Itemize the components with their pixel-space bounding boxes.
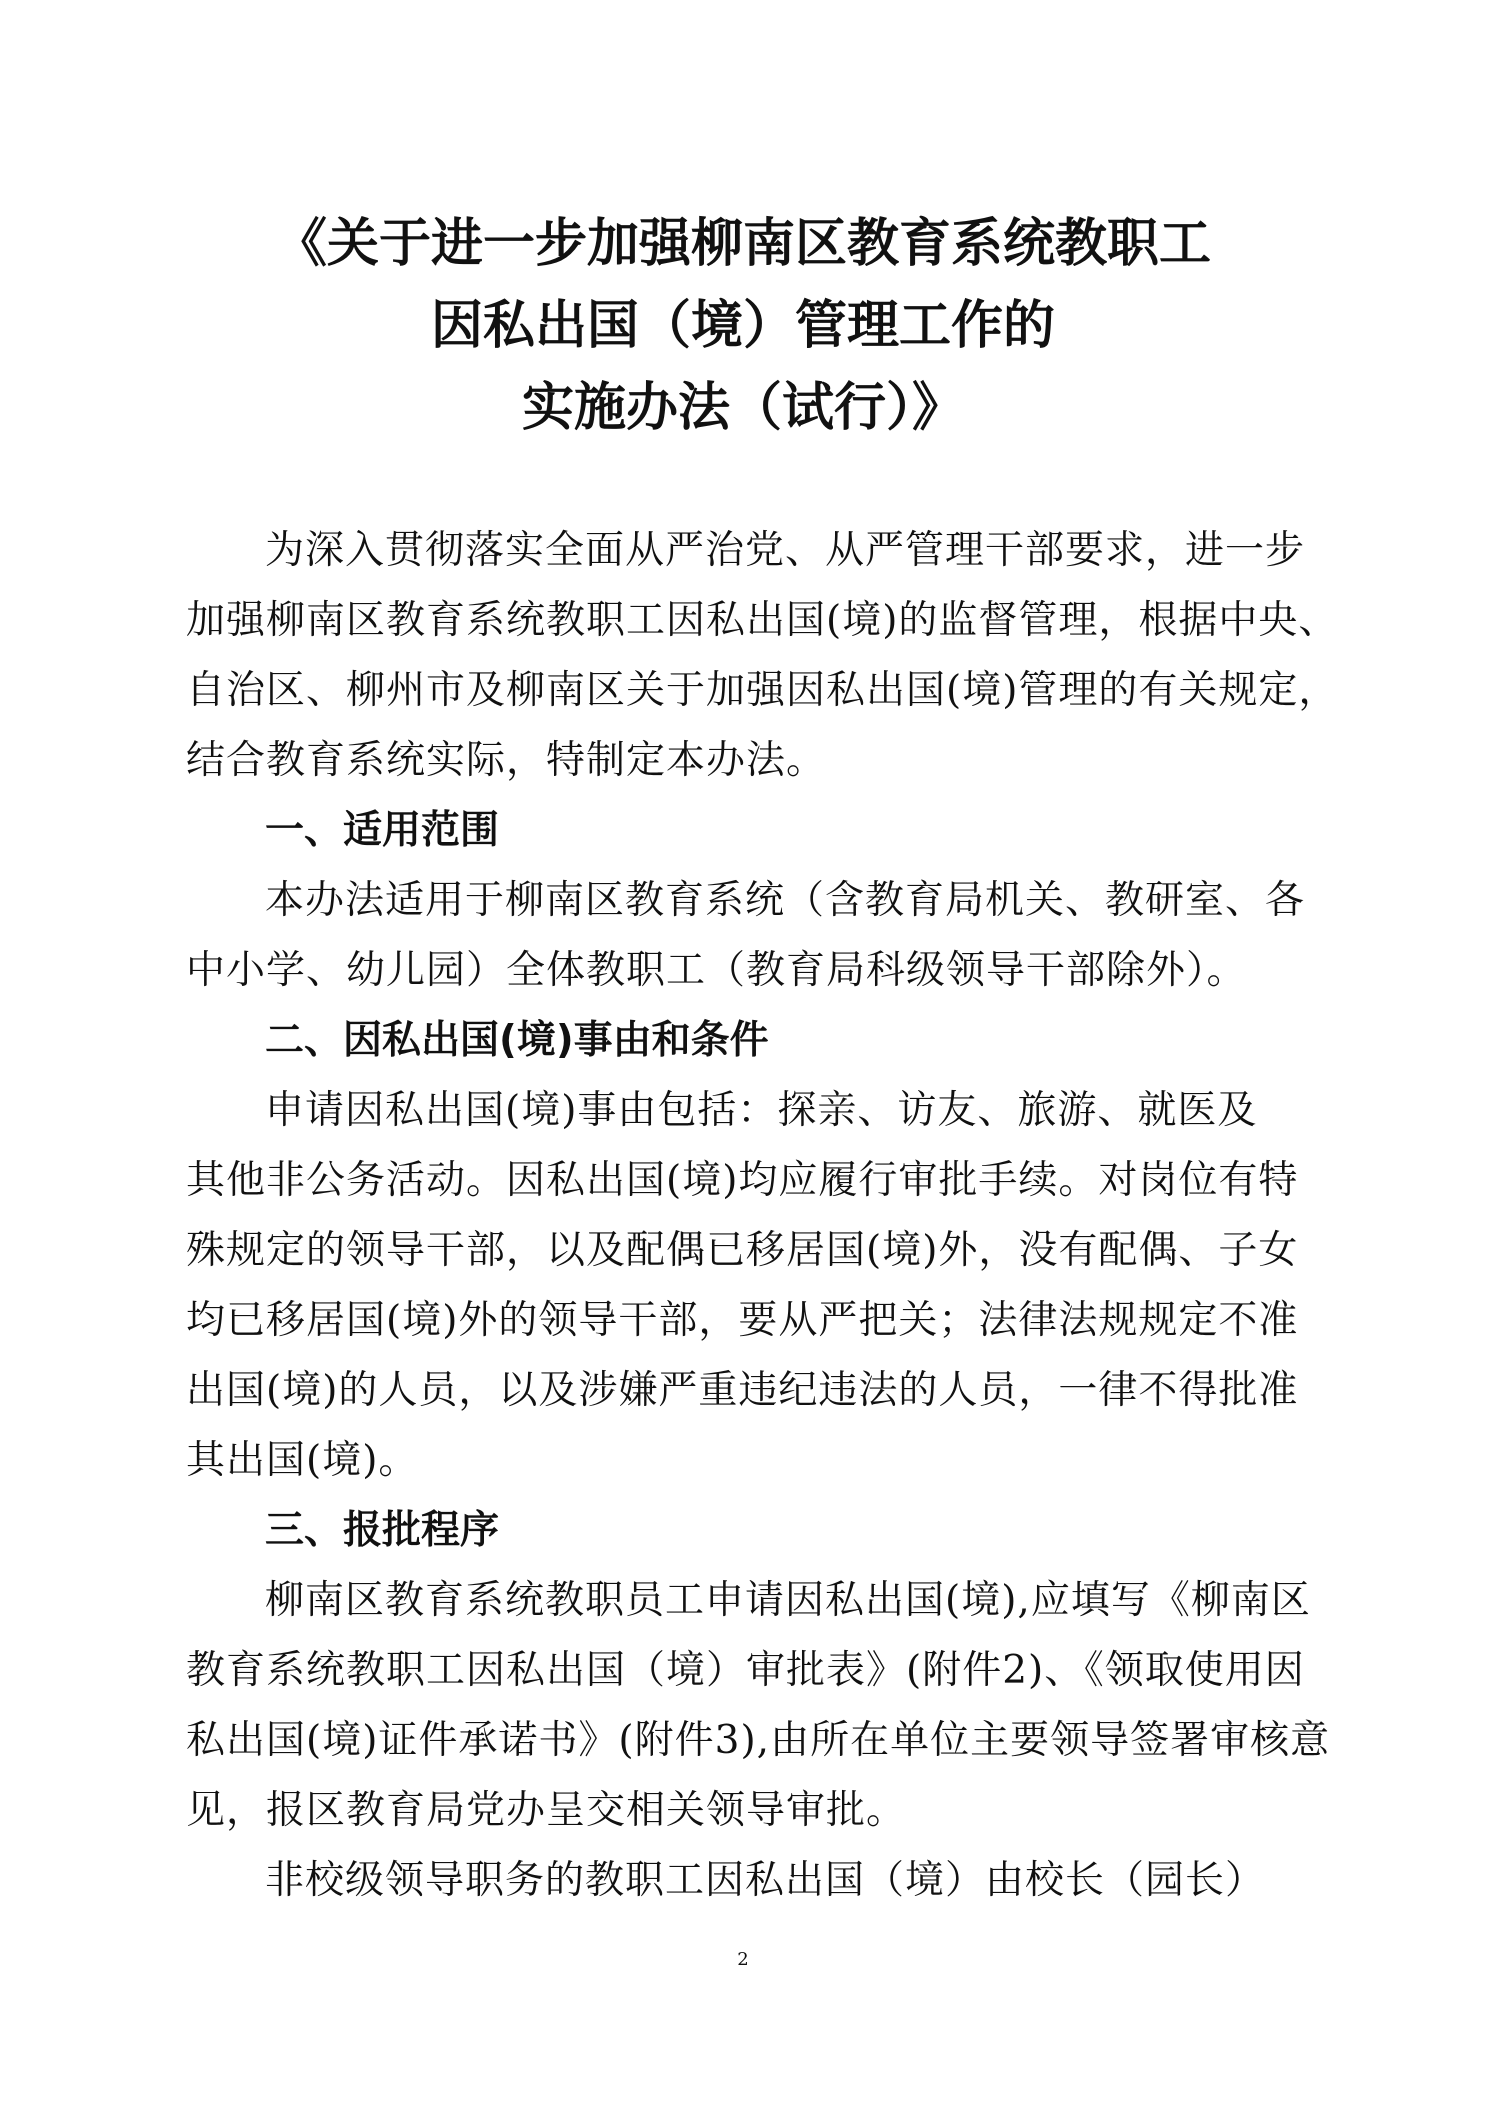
section-heading-reasons: 二、因私出国(境)事由和条件 (265, 1018, 769, 1063)
section3-line: 见，报区教育局党办呈交相关领导审批。 (186, 1788, 907, 1833)
document-title-line-1: 《关于进一步加强柳南区教育系统教职工 (274, 214, 1211, 274)
section1-line: 中小学、幼儿园）全体教职工（教育局科级领导干部除外）。 (186, 948, 1247, 993)
section2-line: 申请因私出国(境)事由包括：探亲、访友、旅游、就医及 (265, 1088, 1258, 1133)
section2-line: 其出国(境)。 (186, 1438, 419, 1483)
section2-line: 均已移居国(境)外的领导干部，要从严把关；法律法规规定不准 (186, 1298, 1299, 1343)
section3-line: 私出国(境)证件承诺书》(附件3),由所在单位主要领导签署审核意 (186, 1718, 1331, 1763)
section3-line: 柳南区教育系统教职员工申请因私出国(境),应填写《柳南区 (265, 1578, 1311, 1623)
intro-line: 自治区、柳州市及柳南区关于加强因私出国(境)管理的有关规定， (186, 668, 1339, 713)
intro-line: 为深入贯彻落实全面从严治党、从严管理干部要求，进一步 (265, 528, 1306, 573)
section-heading-scope: 一、适用范围 (265, 808, 500, 853)
document-title-line-2: 因私出国（境）管理工作的 (430, 296, 1055, 356)
section1-line: 本办法适用于柳南区教育系统（含教育局机关、教研室、各 (265, 878, 1306, 923)
intro-line: 加强柳南区教育系统教职工因私出国(境)的监督管理，根据中央、 (186, 598, 1339, 643)
section3-line: 教育系统教职工因私出国（境）审批表》(附件2)、《领取使用因 (186, 1648, 1305, 1693)
section2-line: 其他非公务活动。因私出国(境)均应履行审批手续。对岗位有特 (186, 1158, 1299, 1203)
section3-line: 非校级领导职务的教职工因私出国（境）由校长（园长） (265, 1858, 1266, 1903)
section2-line: 出国(境)的人员，以及涉嫌严重违纪违法的人员，一律不得批准 (186, 1368, 1299, 1413)
section2-line: 殊规定的领导干部，以及配偶已移居国(境)外，没有配偶、子女 (186, 1228, 1299, 1273)
intro-line: 结合教育系统实际，特制定本办法。 (186, 738, 827, 783)
document-title-line-3: 实施办法（试行）》 (521, 378, 964, 438)
page-number: 2 (737, 1949, 749, 1970)
section-heading-procedure: 三、报批程序 (265, 1508, 500, 1553)
